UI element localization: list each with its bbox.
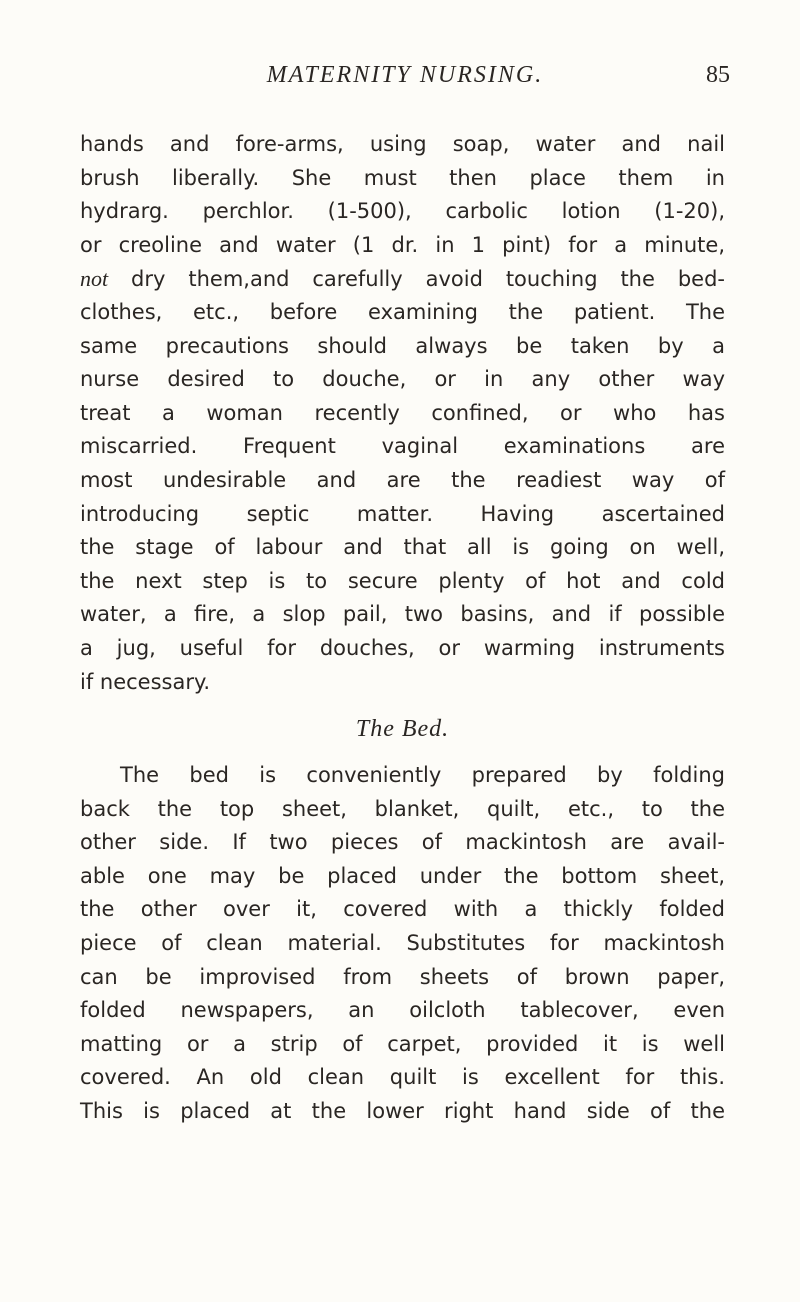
text-line: water, a fire, a slop pail, two basins, and if possible	[80, 602, 725, 627]
text-line: back the top sheet, blanket, quilt, etc., to the	[80, 796, 725, 821]
text-line: The bed is conveniently prepared by folding	[120, 763, 725, 788]
page-number: 85	[706, 62, 730, 88]
text-line: treat a woman recently confined, or who has	[80, 400, 725, 425]
text-line: or creoline and water (1 dr. in 1 pint) for a minute,	[80, 232, 725, 257]
text-line: clothes, etc., before examining the patient. The	[80, 299, 725, 324]
text-line: able one may be placed under the bottom sheet,	[80, 863, 725, 888]
text-line: introducing septic matter. Having ascertained	[80, 501, 725, 526]
text-line: the stage of labour and that all is going on well,	[80, 535, 725, 560]
text-line: same precautions should always be taken by a	[80, 333, 725, 358]
text-line: a jug, useful for douches, or warming instruments	[80, 635, 725, 660]
text-line: matting or a strip of carpet, provided it is well	[80, 1031, 725, 1056]
text-line: other side. If two pieces of mackintosh are avail-	[80, 830, 725, 855]
text-line: This is placed at the lower right hand side of the	[80, 1099, 725, 1124]
text-line: piece of clean material. Substitutes for mackintosh	[80, 931, 725, 956]
emphasis-word: not	[80, 266, 109, 292]
section-heading: The Bed.	[355, 716, 450, 743]
text-line: brush liberally. She must then place them in	[80, 165, 725, 190]
body-text	[80, 128, 725, 1129]
running-head: MATERNITY NURSING.	[266, 62, 544, 88]
text-line: if necessary.	[80, 669, 211, 694]
page-header	[80, 62, 730, 102]
text-line: the other over it, covered with a thickly folded	[80, 897, 725, 922]
text-line-with-emphasis	[80, 262, 725, 296]
text-line: hydrarg. perchlor. (1-500), carbolic lotion (1-20),	[80, 199, 725, 224]
text-line-rest: dry them,and carefully avoid touching the bed-	[131, 267, 725, 292]
text-line: can be improvised from sheets of brown paper,	[80, 964, 725, 989]
text-line: folded newspapers, an oilcloth tablecover, even	[80, 998, 725, 1023]
text-line: hands and fore-arms, using soap, water and nail	[80, 132, 725, 156]
text-line: nurse desired to douche, or in any other way	[80, 367, 725, 392]
text-line: miscarried. Frequent vaginal examinations are	[80, 434, 725, 459]
text-line: most undesirable and are the readiest way of	[80, 467, 725, 492]
text-line: covered. An old clean quilt is excellent for this.	[80, 1065, 725, 1090]
text-line: the next step is to secure plenty of hot and cold	[80, 568, 725, 593]
